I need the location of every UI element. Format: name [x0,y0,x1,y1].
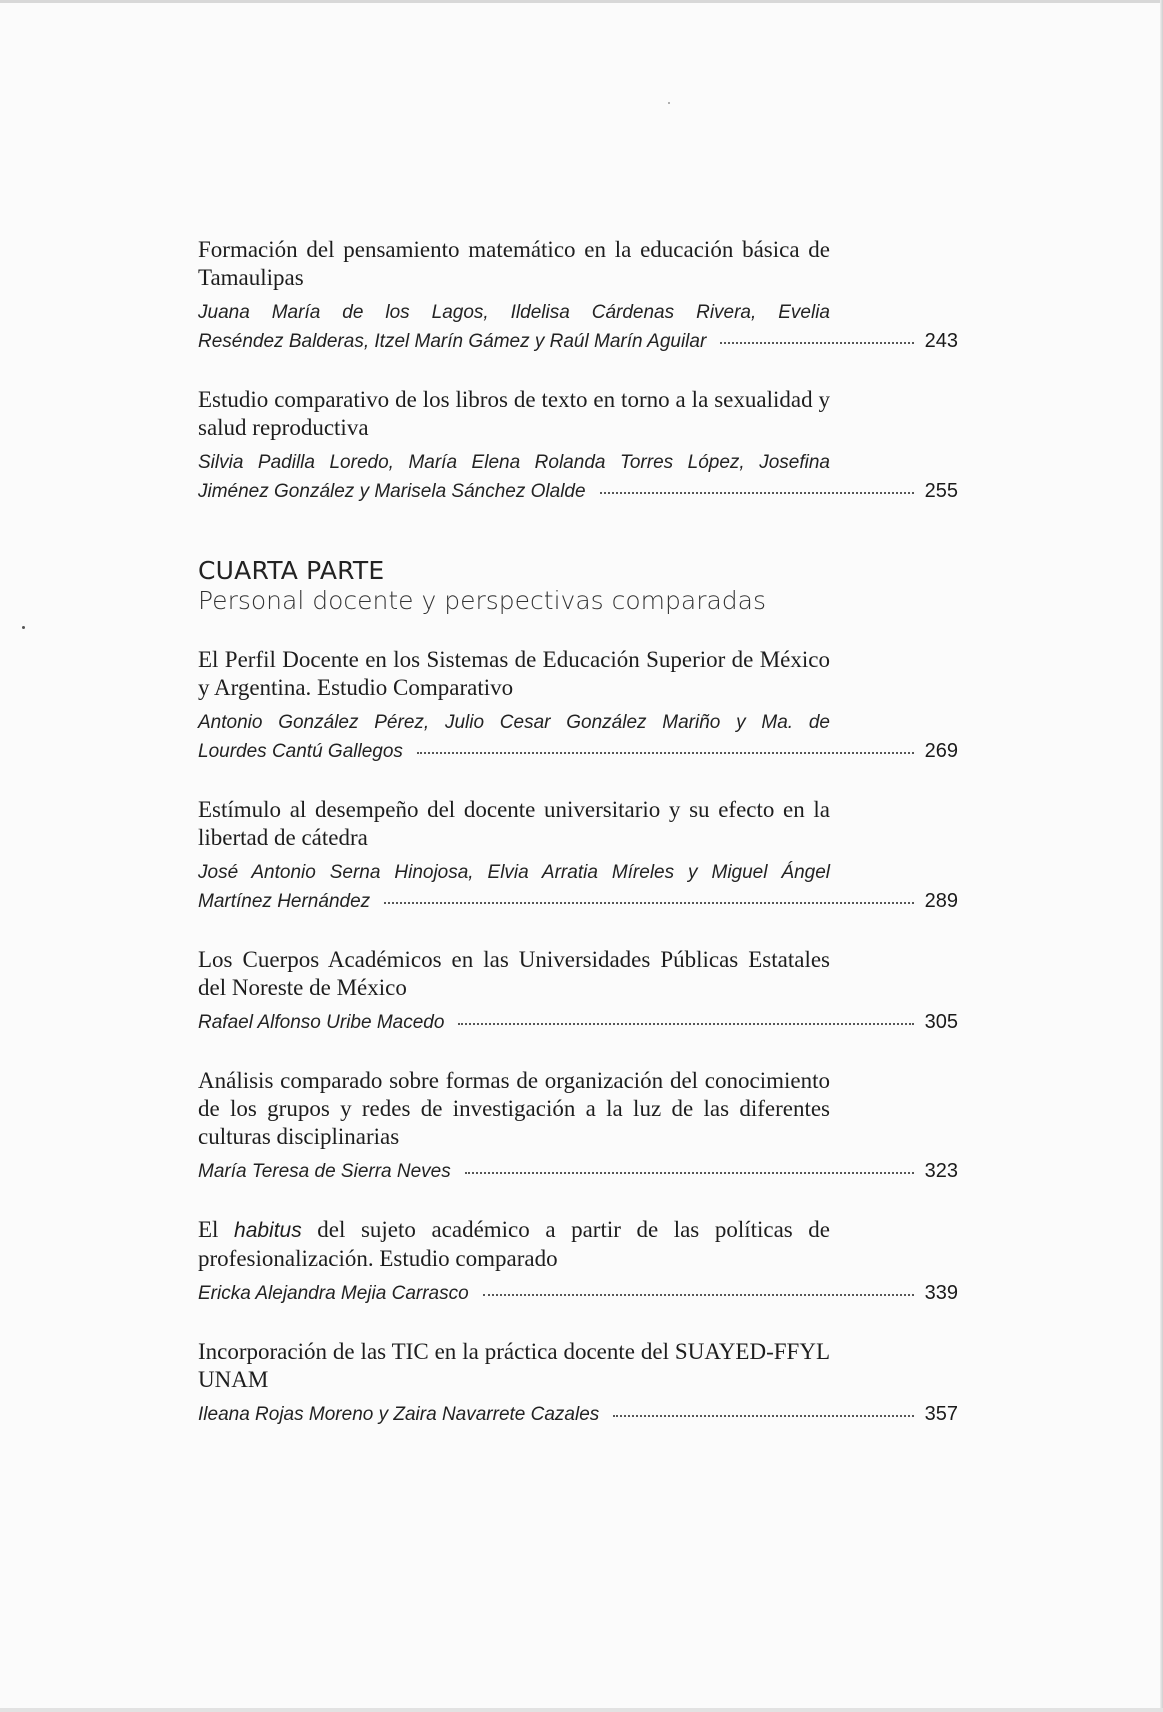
entry-authors [198,708,958,766]
page-number: 357 [924,1403,958,1425]
entry-title: Los Cuerpos Académicos en las Universidades Públicas Estatales del Noreste de México [198,947,830,1000]
scan-speck [22,626,25,629]
leader-line [198,737,958,766]
section-heading [198,556,958,616]
entry-title [198,1216,830,1273]
authors-line: Ericka Alejandra Mejia Carrasco [198,1283,469,1304]
entry-authors [198,298,958,356]
toc-entry [198,1067,958,1186]
entry-title: Estudio comparativo de los libros de texto en torno a la sexualidad y salud reproductiva [198,387,830,440]
dot-leader [465,1172,914,1174]
authors-line: Rafael Alfonso Uribe Macedo [198,1012,445,1033]
dot-leader [417,752,914,754]
authors-line: Martínez Hernández [198,891,371,912]
authors-line: María Teresa de Sierra Neves [198,1161,451,1182]
authors-line: Lourdes Cantú Gallegos [198,741,403,762]
dot-leader [483,1294,914,1296]
entry-title: Formación del pensamiento matemático en la educación básica de Tamaulipas [198,237,830,290]
toc-entry [198,1338,958,1429]
toc-entry [198,946,958,1037]
entry-title: Incorporación de las TIC en la práctica docente del SUAYED-FFYL UNAM [198,1339,830,1392]
scan-speck [668,102,670,104]
entry-title: Estímulo al desempeño del docente universitario y su efecto en la libertad de cátedra [198,797,830,850]
toc-entry [198,646,958,766]
authors-line: Antonio González Pérez, Julio Cesar González Mariño y Ma. de [198,712,830,733]
leader-line [198,1400,958,1429]
authors-line: Juana María de los Lagos, Ildelisa Cárdenas Rivera, Evelia [198,302,830,323]
dot-leader [384,902,914,904]
toc-entry [198,386,958,506]
entry-title: Análisis comparado sobre formas de organización del conocimiento de los grupos y redes de investigación a la luz de las diferentes culturas disciplinarias [198,1068,830,1149]
page-number: 323 [924,1160,958,1182]
entry-authors [198,1400,958,1429]
page-number: 243 [924,330,958,352]
page-number: 305 [924,1011,958,1033]
section-subtitle: Personal docente y perspectivas comparadas [198,586,767,615]
scan-edge-bottom [0,1708,1163,1712]
toc-entry [198,1216,958,1308]
leader-line [198,887,958,916]
entry-title: El Perfil Docente en los Sistemas de Educación Superior de México y Argentina. Estudio Comparativo [198,647,830,700]
leader-line [198,1279,958,1308]
table-of-contents [198,236,958,1459]
dot-leader [613,1415,914,1417]
leader-line [198,477,958,506]
leader-line [198,327,958,356]
page-number: 255 [924,480,958,502]
leader-line [198,1008,958,1037]
page-number: 269 [924,740,958,762]
page-number: 289 [924,890,958,912]
dot-leader [720,342,914,344]
entry-authors [198,448,958,506]
section-label: CUARTA PARTE [198,556,385,585]
dot-leader [458,1023,914,1025]
dot-leader [600,492,914,494]
authors-line: José Antonio Serna Hinojosa, Elvia Arratia Míreles y Miguel Ángel [198,862,830,883]
toc-entry [198,236,958,356]
entry-authors [198,1008,958,1037]
toc-entry [198,796,958,916]
title-italic-term: habitus [234,1219,302,1242]
leader-line [198,1157,958,1186]
entry-authors [198,858,958,916]
entry-authors [198,1157,958,1186]
authors-line: Ileana Rojas Moreno y Zaira Navarrete Cazales [198,1404,600,1425]
authors-line: Reséndez Balderas, Itzel Marín Gámez y Raúl Marín Aguilar [198,331,707,352]
scan-edge-top [0,0,1163,3]
authors-line: Jiménez González y Marisela Sánchez Olalde [198,481,586,502]
title-text: El [198,1217,219,1242]
authors-line: Silvia Padilla Loredo, María Elena Rolanda Torres López, Josefina [198,452,830,473]
title-text: del sujeto académico a partir de las políticas de profesionalización. Estudio comparado [198,1217,831,1271]
page-number: 339 [924,1282,958,1304]
entry-authors [198,1279,958,1308]
